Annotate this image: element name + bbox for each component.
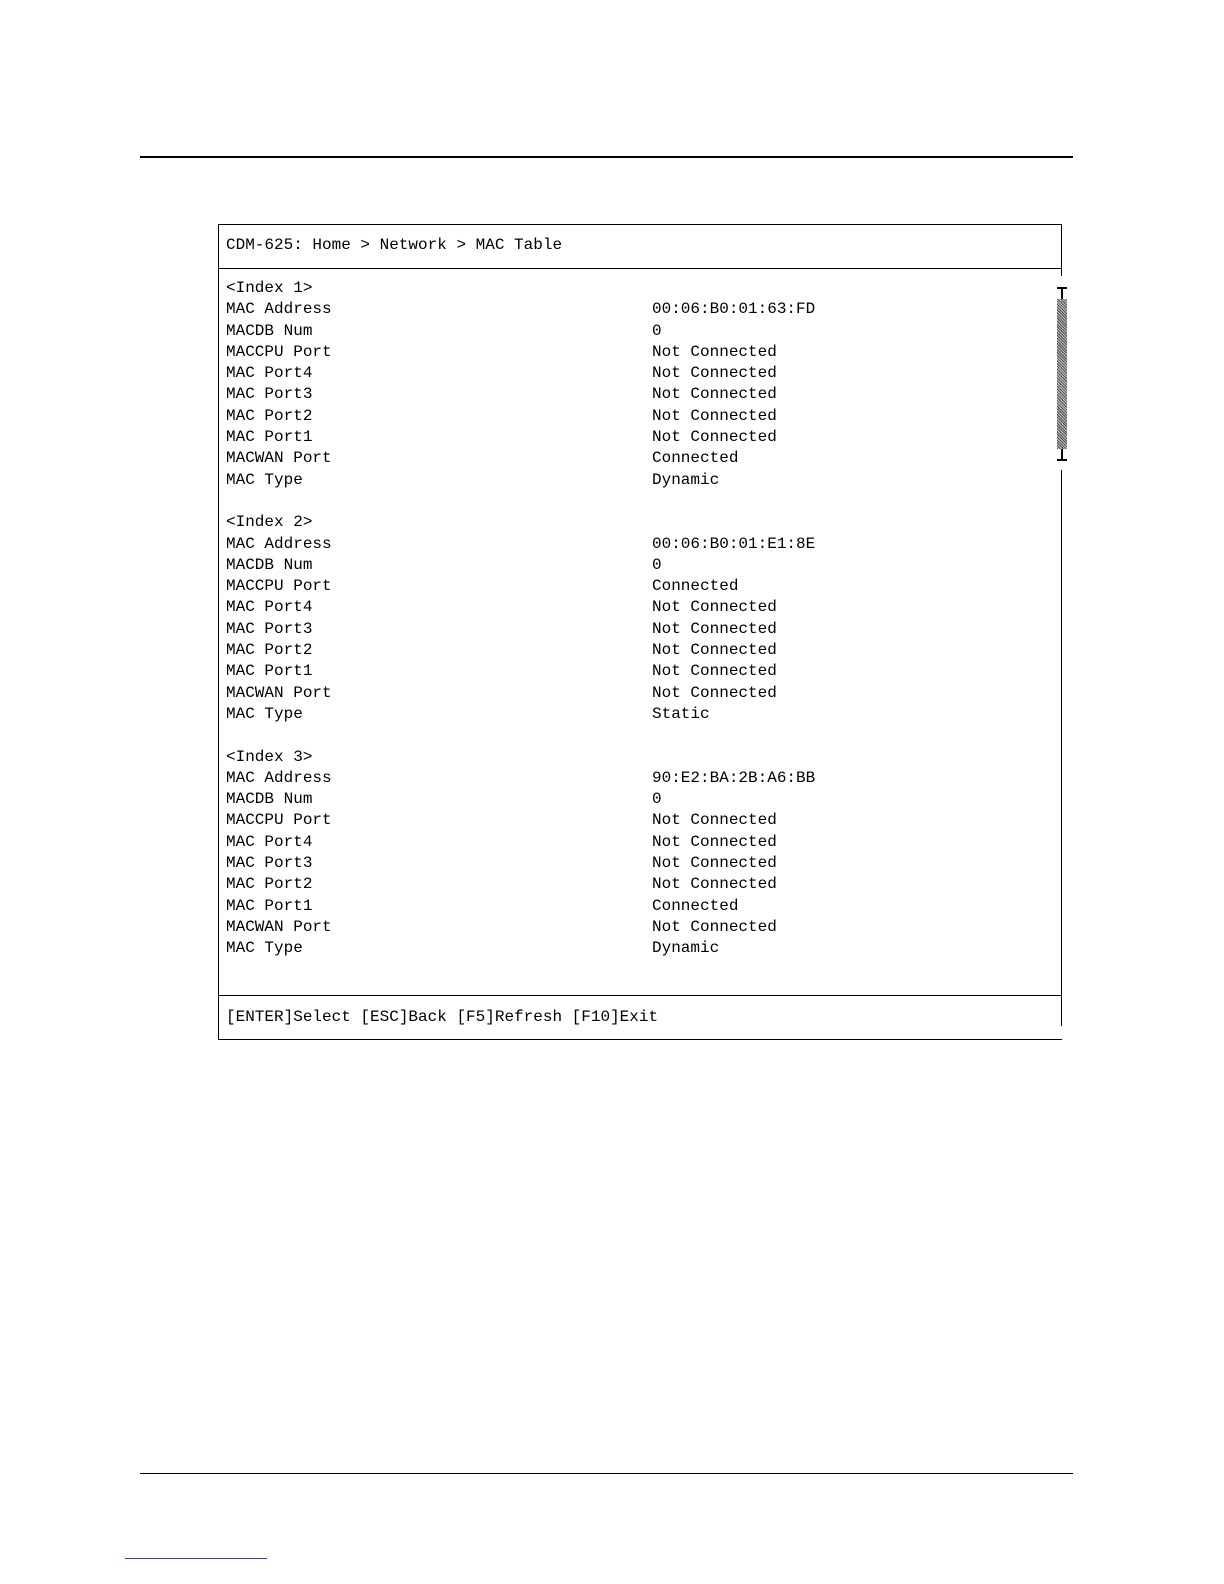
field-label: MAC Type: [226, 939, 303, 958]
field-row: [226, 576, 1046, 597]
field-row: [226, 640, 1046, 661]
field-label: MACCPU Port: [226, 577, 332, 596]
record-index-title: <Index 1>: [226, 279, 313, 297]
field-label: MAC Port4: [226, 598, 313, 617]
field-label: MACDB Num: [226, 321, 313, 340]
field-value: Not Connected: [652, 342, 777, 361]
page-top-rule: [140, 156, 1073, 158]
field-label: MAC Port2: [226, 406, 313, 425]
field-value: Not Connected: [652, 385, 777, 404]
field-label: MAC Type: [226, 470, 303, 489]
field-value: Not Connected: [652, 832, 777, 851]
field-value: Not Connected: [652, 364, 777, 383]
terminal-footer: [219, 995, 1062, 1040]
field-row: [226, 683, 1046, 704]
field-row: [226, 534, 1046, 555]
field-value: Static: [652, 704, 710, 723]
field-label: MAC Port4: [226, 364, 313, 383]
vertical-scrollbar[interactable]: [1055, 287, 1069, 461]
field-row: [226, 384, 1046, 405]
field-label: MAC Port3: [226, 854, 313, 873]
field-row: [226, 874, 1046, 895]
field-label: MACWAN Port: [226, 917, 332, 936]
field-label: MAC Type: [226, 704, 303, 723]
field-value: 90:E2:BA:2B:A6:BB: [652, 768, 816, 787]
field-label: MACDB Num: [226, 555, 313, 574]
field-row: [226, 555, 1046, 576]
field-value: Connected: [652, 896, 739, 915]
field-label: MAC Port2: [226, 875, 313, 894]
record-spacer: [226, 725, 1046, 746]
field-row: [226, 342, 1046, 363]
field-label: MAC Port1: [226, 896, 313, 915]
scrollbar-thumb[interactable]: [1057, 299, 1067, 449]
key-hints: [ENTER]Select [ESC]Back [F5]Refresh [F10]Exit: [226, 1008, 659, 1026]
field-row: [226, 619, 1046, 640]
field-label: MACWAN Port: [226, 449, 332, 468]
field-row: [226, 896, 1046, 917]
mac-record[interactable]: [226, 747, 1046, 960]
mac-table-list[interactable]: [226, 278, 1046, 960]
field-row: [226, 938, 1046, 959]
footer-link-underline[interactable]: [125, 1558, 267, 1559]
field-row: [226, 448, 1046, 469]
page-bottom-rule: [140, 1473, 1073, 1474]
field-row: [226, 363, 1046, 384]
field-row: [226, 832, 1046, 853]
field-value: Dynamic: [652, 939, 720, 958]
field-label: MACWAN Port: [226, 683, 332, 702]
field-label: MACCPU Port: [226, 342, 332, 361]
field-value: Not Connected: [652, 598, 777, 617]
terminal-right-border: [1061, 470, 1062, 1026]
field-label: MAC Port1: [226, 662, 313, 681]
field-row: [226, 427, 1046, 448]
terminal-window: [218, 224, 1062, 1040]
record-spacer: [226, 491, 1046, 512]
field-value: Connected: [652, 577, 739, 596]
record-index-title: <Index 3>: [226, 747, 313, 766]
field-label: MACCPU Port: [226, 811, 332, 830]
breadcrumb: CDM-625: Home > Network > MAC Table: [226, 236, 563, 254]
field-value: Not Connected: [652, 683, 777, 702]
field-label: MAC Address: [226, 534, 332, 553]
field-row: [226, 704, 1046, 725]
record-index-title: <Index 2>: [226, 513, 313, 532]
mac-record[interactable]: [226, 278, 1046, 491]
field-value: Not Connected: [652, 619, 777, 638]
field-value: 0: [652, 321, 662, 340]
field-value: 0: [652, 790, 662, 809]
field-value: Connected: [652, 449, 739, 468]
field-row: [226, 917, 1046, 938]
terminal-header: [219, 225, 1062, 269]
field-value: Not Connected: [652, 854, 777, 873]
field-label: MAC Port3: [226, 385, 313, 404]
field-row: [226, 597, 1046, 618]
field-row: [226, 470, 1046, 491]
field-row: [226, 406, 1046, 427]
field-value: Not Connected: [652, 406, 777, 425]
field-value: Not Connected: [652, 875, 777, 894]
field-value: Not Connected: [652, 641, 777, 660]
field-value: 00:06:B0:01:63:FD: [652, 300, 816, 319]
field-label: MAC Port2: [226, 641, 313, 660]
field-value: Dynamic: [652, 470, 720, 489]
field-label: MACDB Num: [226, 790, 313, 809]
field-label: MAC Port1: [226, 428, 313, 447]
terminal-right-border: [1061, 224, 1062, 276]
mac-record[interactable]: [226, 512, 1046, 725]
field-value: Not Connected: [652, 811, 777, 830]
field-row: [226, 853, 1046, 874]
field-row: [226, 789, 1046, 810]
field-label: MAC Port4: [226, 832, 313, 851]
field-value: 00:06:B0:01:E1:8E: [652, 534, 816, 553]
field-value: Not Connected: [652, 917, 777, 936]
field-label: MAC Address: [226, 300, 332, 319]
field-label: MAC Address: [226, 768, 332, 787]
scrollbar-cap: [1057, 459, 1067, 461]
field-row: [226, 810, 1046, 831]
field-row: [226, 321, 1046, 342]
field-row: [226, 661, 1046, 682]
field-value: 0: [652, 555, 662, 574]
field-row: [226, 299, 1046, 320]
field-row: [226, 768, 1046, 789]
field-label: MAC Port3: [226, 619, 313, 638]
scrollbar-stem: [1061, 287, 1063, 299]
field-value: Not Connected: [652, 662, 777, 681]
field-value: Not Connected: [652, 428, 777, 447]
